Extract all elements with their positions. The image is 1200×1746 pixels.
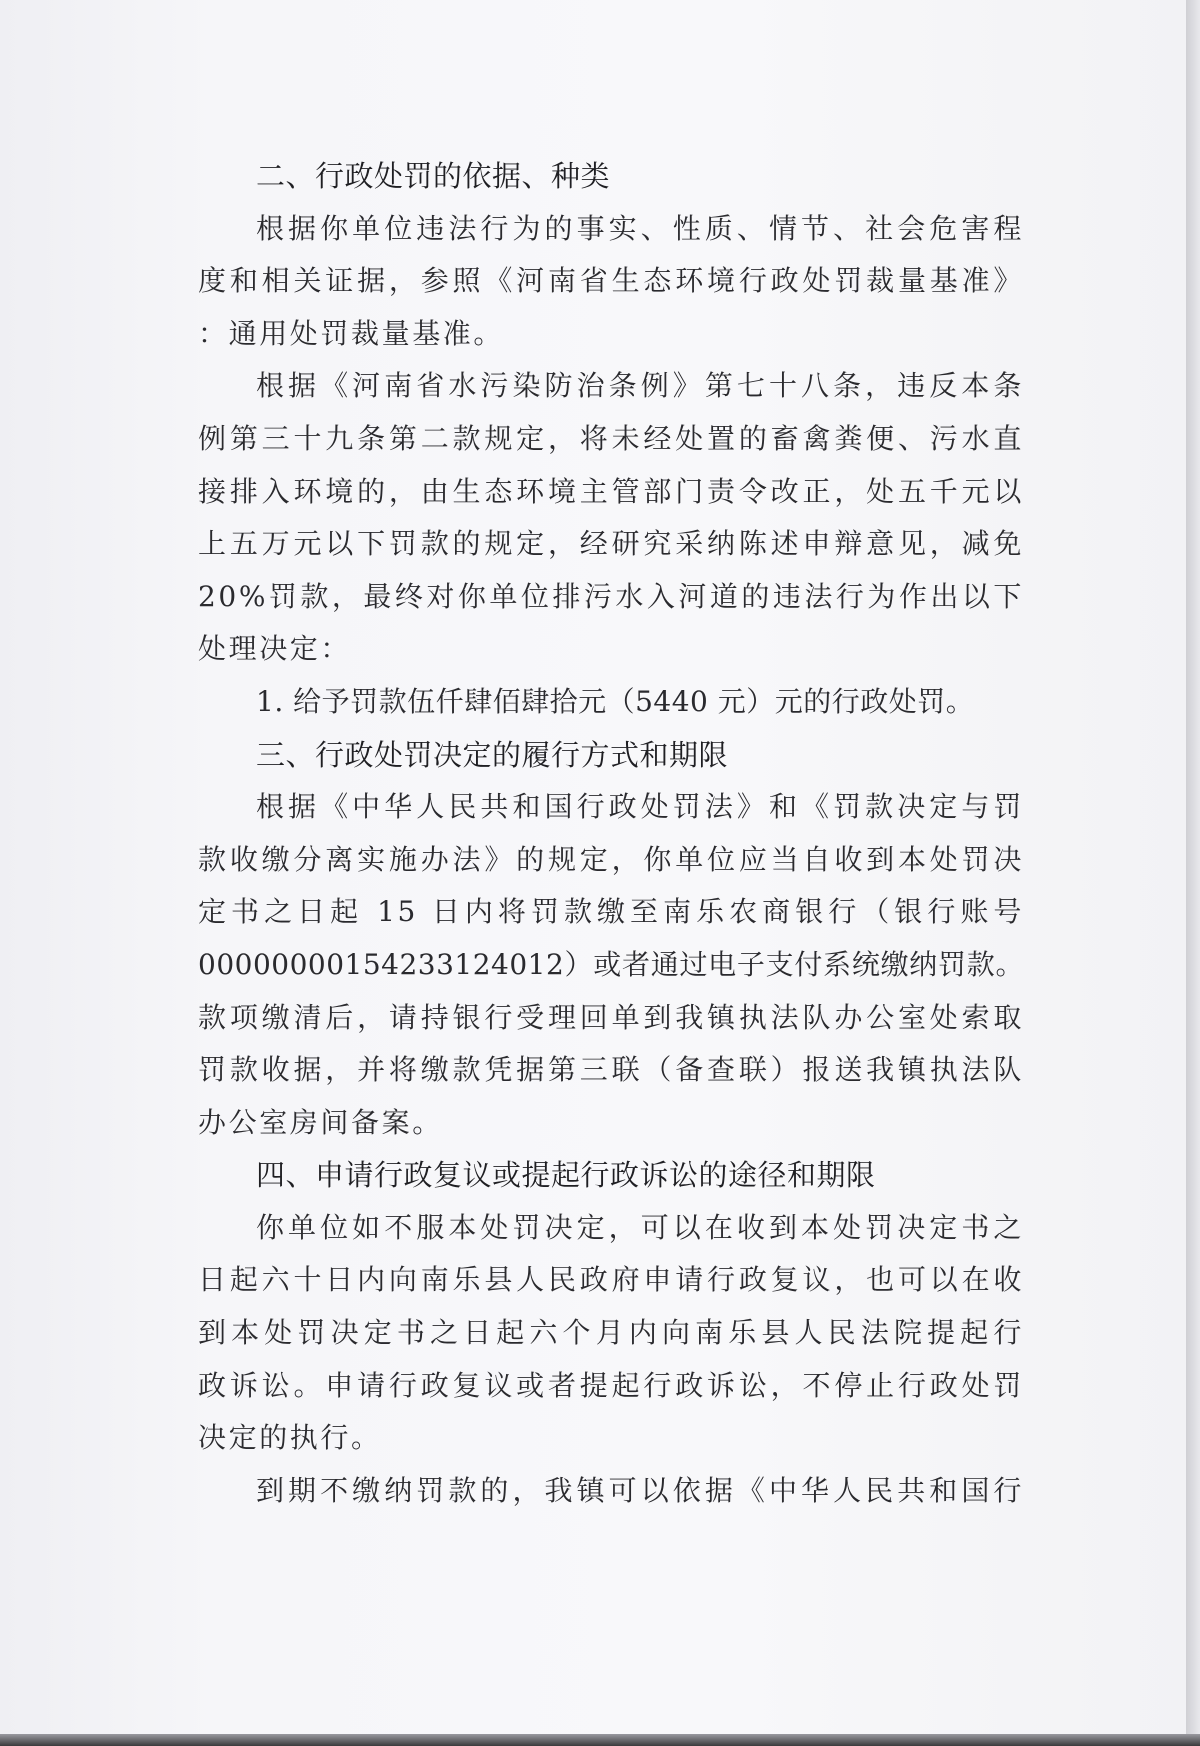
text-line: 度和相关证据，参照《河南省生态环境行政处罚裁量基准》 — [198, 264, 1024, 298]
section-2-heading: 二、行政处罚的依据、种类 — [256, 159, 611, 193]
section-3-paragraph-1 — [198, 781, 1024, 1149]
text-line: 到期不缴纳罚款的，我镇可以依据《中华人民共和国行 — [256, 1473, 1024, 1507]
section-2-paragraph-1 — [198, 203, 1024, 361]
text-line: 罚款收据，并将缴款凭据第三联（备查联）报送我镇执法队 — [198, 1053, 1024, 1087]
section-4-paragraph-1 — [198, 1202, 1024, 1465]
text-line: 你单位如不服本处罚决定，可以在收到本处罚决定书之 — [256, 1210, 1024, 1244]
text-line: 20%罚款，最终对你单位排污水入河道的违法行为作出以下 — [198, 579, 1024, 613]
text-line: 处理决定： — [198, 632, 352, 666]
text-line: 根据你单位违法行为的事实、性质、情节、社会危害程 — [256, 211, 1024, 245]
text-line: ：通用处罚裁量基准。 — [198, 316, 505, 350]
text-line: 决定的执行。 — [198, 1421, 382, 1455]
text-line: 政诉讼。申请行政复议或者提起行政诉讼，不停止行政处罚 — [198, 1368, 1024, 1402]
text-line: 款项缴清后，请持银行受理回单到我镇执法队办公室处索取 — [198, 1000, 1024, 1034]
text-line: 根据《河南省水污染防治条例》第七十八条，违反本条 — [256, 369, 1024, 403]
bank-account-line: 00000000154233124012）或者通过电子支付系统缴纳罚款。 — [198, 947, 1024, 981]
text-line: 接排入环境的，由生态环境主管部门责令改正，处五千元以 — [198, 474, 1024, 508]
text-line: 定书之日起 15 日内将罚款缴至南乐农商银行（银行账号 — [198, 895, 1024, 929]
text-line: 例第三十九条第二款规定，将未经处置的畜禽粪便、污水直 — [198, 421, 1024, 455]
section-4-heading: 四、申请行政复议或提起行政诉讼的途径和期限 — [256, 1158, 876, 1193]
section-2-paragraph-2 — [198, 360, 1024, 676]
text-line: 款收缴分离实施办法》的规定，你单位应当自收到本处罚决 — [198, 842, 1024, 876]
page-edge-bottom — [0, 1734, 1200, 1746]
document-body — [198, 150, 1024, 1517]
section-3-heading: 三、行政处罚决定的履行方式和期限 — [256, 737, 729, 772]
text-line: 到本处罚决定书之日起六个月内向南乐县人民法院提起行 — [198, 1316, 1024, 1350]
penalty-item-1: 1. 给予罚款伍仟肆佰肆拾元（5440 元）元的行政处罚。 — [256, 684, 975, 718]
text-line: 根据《中华人民共和国行政处罚法》和《罚款决定与罚 — [256, 790, 1024, 824]
text-line: 日起六十日内向南乐县人民政府申请行政复议，也可以在收 — [198, 1263, 1024, 1297]
section-4-paragraph-2 — [198, 1465, 1024, 1518]
page-edge-right — [1186, 0, 1200, 1746]
text-line: 上五万元以下罚款的规定，经研究采纳陈述申辩意见，减免 — [198, 527, 1024, 561]
text-line: 办公室房间备案。 — [198, 1105, 443, 1139]
